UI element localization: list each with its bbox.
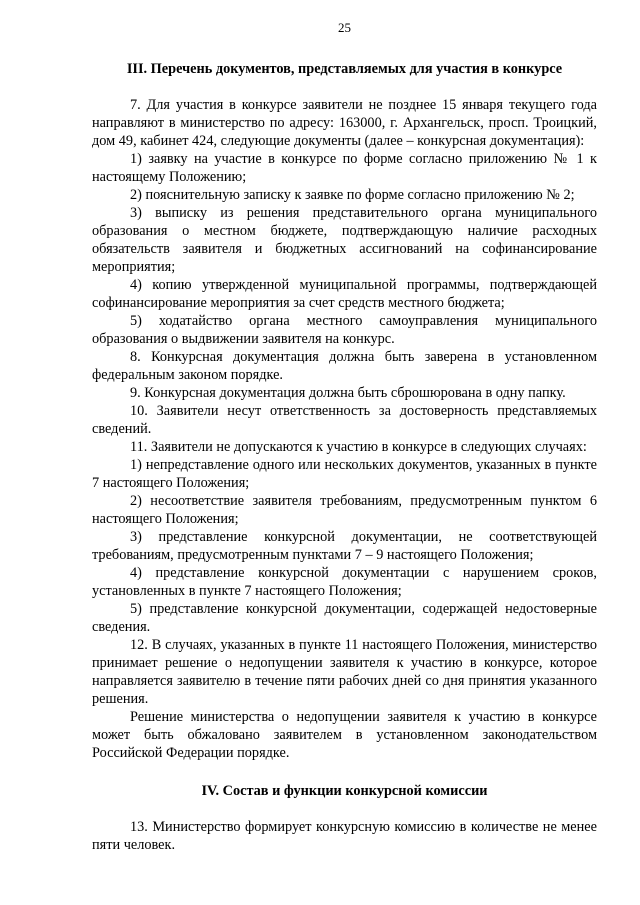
paragraph-11-item-2: 2) несоответствие заявителя требованиям, предусмотренным пунктом 6 настоящего Положения;	[92, 493, 597, 527]
paragraph-8: 8. Конкурсная документация должна быть заверена в установленном федеральным законом порядке.	[92, 349, 597, 383]
document-page	[92, 0, 597, 854]
paragraph-11-item-5: 5) представление конкурсной документации, содержащей недостоверные сведения.	[92, 601, 597, 635]
section-3-body	[92, 96, 597, 762]
section-4-heading: IV. Состав и функции конкурсной комиссии	[201, 783, 488, 799]
section-3-heading: III. Перечень документов, представляемых для участия в конкурсе	[126, 61, 563, 77]
paragraph-7-item-5: 5) ходатайство органа местного самоуправления муниципального образования о выдвижении заявителя на конкурс.	[92, 313, 597, 347]
paragraph-11-item-1: 1) непредставление одного или нескольких документов, указанных в пункте 7 настоящего Положения;	[92, 457, 597, 491]
paragraph-7-item-4: 4) копию утвержденной муниципальной программы, подтверждающей софинансирование мероприятия за счет средств местного бюджета;	[92, 277, 597, 311]
page-number: 25	[338, 20, 351, 35]
paragraph-7-item-2: 2) пояснительную записку к заявке по форме согласно приложению № 2;	[130, 187, 575, 203]
paragraph-9: 9. Конкурсная документация должна быть сброшюрована в одну папку.	[130, 385, 566, 401]
paragraph-13: 13. Министерство формирует конкурсную комиссию в количестве не менее пяти человек.	[92, 819, 597, 853]
paragraph-7-item-3: 3) выписку из решения представительного органа муниципального образования о местном бюджете, подтверждающую наличие расходных обязательств заявителя и бюджетных ассигнований на софинансирование мероприятия;	[92, 205, 597, 275]
paragraph-10: 10. Заявители несут ответственность за достоверность представляемых сведений.	[92, 403, 597, 437]
paragraph-7: 7. Для участия в конкурсе заявители не позднее 15 января текущего года направляют в министерство по адресу: 163000, г. Архангельск, просп. Троицкий, дом 49, кабинет 424, следующие документы (далее – конкурсная документация):	[92, 97, 597, 149]
paragraph-12-appeal: Решение министерства о недопущении заявителя к участию в конкурсе может быть обжаловано заявителем в установленном законодательством Российской Федерации порядке.	[92, 709, 597, 761]
paragraph-11: 11. Заявители не допускаются к участию в конкурсе в следующих случаях:	[130, 439, 587, 455]
paragraph-11-item-4: 4) представление конкурсной документации с нарушением сроков, установленных в пункте 7 настоящего Положения;	[92, 565, 597, 599]
paragraph-7-item-1: 1) заявку на участие в конкурсе по форме согласно приложению № 1 к настоящему Положению;	[92, 151, 597, 185]
paragraph-11-item-3: 3) представление конкурсной документации, не соответствующей требованиям, предусмотренным пунктами 7 – 9 настоящего Положения;	[92, 529, 597, 563]
paragraph-12: 12. В случаях, указанных в пункте 11 настоящего Положения, министерство принимает решение о недопущении заявителя к участию в конкурсе, которое направляется заявителю в течение пяти рабочих дней со дня принятия указанного решения.	[92, 637, 597, 707]
section-4-body	[92, 818, 597, 854]
